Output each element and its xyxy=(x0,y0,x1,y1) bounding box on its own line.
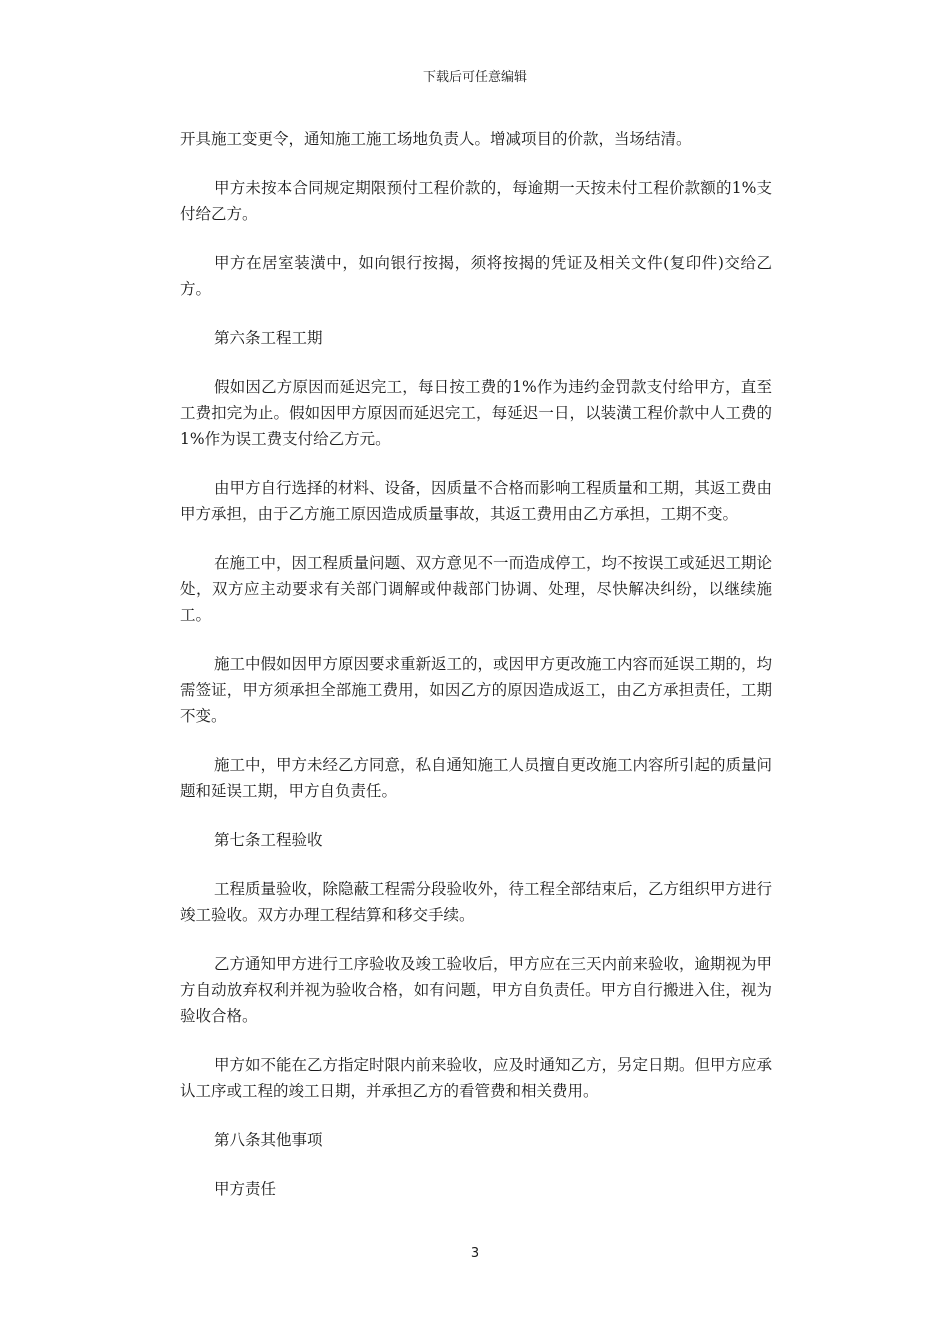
section-heading: 第六条工程工期 xyxy=(214,329,323,347)
section-heading: 第八条其他事项 xyxy=(214,1131,323,1149)
document-body xyxy=(180,126,772,1225)
paragraph: 甲方在居室装潢中，如向银行按揭，须将按揭的凭证及相关文件(复印件)交给乙方。 xyxy=(180,254,772,298)
paragraph: 施工中，甲方未经乙方同意，私自通知施工人员擅自更改施工内容所引起的质量问题和延误工期，甲方自负责任。 xyxy=(180,756,773,800)
paragraph: 甲方未按本合同规定期限预付工程价款的，每逾期一天按未付工程价款额的1%支付给乙方。 xyxy=(180,179,772,223)
paragraph: 工程质量验收，除隐蔽工程需分段验收外，待工程全部结束后，乙方组织甲方进行竣工验收。双方办理工程结算和移交手续。 xyxy=(180,880,773,924)
paragraph: 甲方如不能在乙方指定时限内前来验收，应及时通知乙方，另定日期。但甲方应承认工序或工程的竣工日期，并承担乙方的看管费和相关费用。 xyxy=(180,1056,773,1100)
page-number: 3 xyxy=(470,1246,480,1261)
paragraph: 乙方通知甲方进行工序验收及竣工验收后，甲方应在三天内前来验收，逾期视为甲方自动放弃权利并视为验收合格，如有问题，甲方自负责任。甲方自行搬进入住，视为验收合格。 xyxy=(180,955,773,1025)
paragraph: 由甲方自行选择的材料、设备，因质量不合格而影响工程质量和工期，其返工费由甲方承担，由于乙方施工原因造成质量事故，其返工费用由乙方承担，工期不变。 xyxy=(180,479,773,523)
paragraph: 施工中假如因甲方原因要求重新返工的，或因甲方更改施工内容而延误工期的，均需签证，甲方须承担全部施工费用，如因乙方的原因造成返工，由乙方承担责任，工期不变。 xyxy=(180,655,773,725)
paragraph: 假如因乙方原因而延迟完工，每日按工费的1%作为违约金罚款支付给甲方，直至工费扣完为止。假如因甲方原因而延迟完工，每延迟一日，以装潢工程价款中人工费的1%作为误工费支付给乙方元。 xyxy=(180,378,772,448)
section-heading: 第七条工程验收 xyxy=(214,831,323,849)
section-heading: 甲方责任 xyxy=(214,1180,277,1198)
page-header: 下载后可任意编辑 xyxy=(422,70,527,85)
paragraph: 开具施工变更令，通知施工施工场地负责人。增减项目的价款，当场结清。 xyxy=(180,130,692,148)
paragraph: 在施工中，因工程质量问题、双方意见不一而造成停工，均不按误工或延迟工期论处，双方应主动要求有关部门调解或仲裁部门协调、处理，尽快解决纠纷，以继续施工。 xyxy=(180,554,773,624)
